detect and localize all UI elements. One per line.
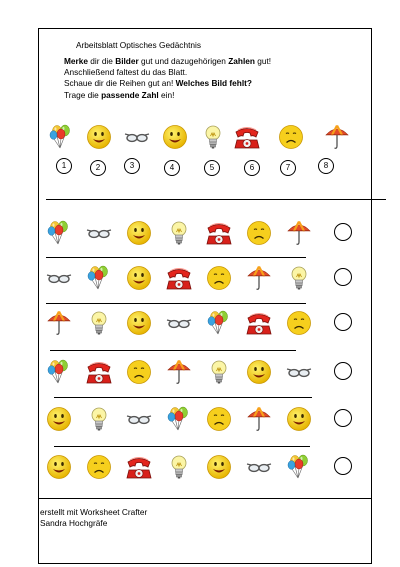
balloons-icon bbox=[48, 124, 74, 150]
umbrella-icon bbox=[246, 265, 272, 291]
smiley-icon bbox=[126, 220, 152, 246]
sad-face-icon bbox=[286, 310, 312, 336]
smiley-icon bbox=[86, 124, 112, 150]
telephone-icon bbox=[166, 265, 192, 291]
reference-row bbox=[48, 120, 368, 180]
row-divider bbox=[46, 257, 306, 258]
instruction-text: ein! bbox=[158, 89, 175, 100]
test-row bbox=[44, 452, 374, 488]
smiley-icon bbox=[162, 124, 188, 150]
instruction-text: Trage die bbox=[64, 89, 102, 100]
umbrella-icon bbox=[324, 124, 350, 150]
glasses-icon bbox=[46, 265, 72, 291]
answer-circle[interactable] bbox=[334, 223, 352, 241]
test-row bbox=[44, 357, 374, 393]
footer-credit: erstellt mit Worksheet Crafter bbox=[40, 507, 148, 517]
instruction-text: gut! bbox=[254, 56, 272, 66]
telephone-icon bbox=[246, 310, 272, 336]
balloons-icon bbox=[46, 359, 72, 385]
number-circle: 8 bbox=[318, 158, 334, 174]
instruction-text: Schaue dir die Reihen gut an! bbox=[64, 78, 176, 89]
lightbulb-icon bbox=[286, 265, 312, 291]
glasses-icon bbox=[126, 406, 152, 432]
glasses-icon bbox=[286, 359, 312, 385]
telephone-icon bbox=[86, 359, 112, 385]
smiley-icon bbox=[46, 454, 72, 480]
instruction-line bbox=[64, 56, 271, 67]
instruction-bold: Welches Bild fehlt? bbox=[175, 78, 252, 89]
sad-face-icon bbox=[246, 220, 272, 246]
instruction-bold: Zahlen bbox=[228, 56, 255, 66]
number-circle: 2 bbox=[90, 160, 106, 176]
footer bbox=[40, 507, 147, 529]
answer-circle[interactable] bbox=[334, 457, 352, 475]
instruction-text: gut und dazugehörigen bbox=[138, 56, 229, 66]
smiley-icon bbox=[126, 310, 152, 336]
sad-face-icon bbox=[206, 406, 232, 432]
balloons-icon bbox=[206, 310, 232, 336]
worksheet-title: Arbeitsblatt Optisches Gedächtnis bbox=[76, 40, 201, 50]
test-row bbox=[44, 404, 374, 440]
instruction-bold: Merke bbox=[64, 56, 88, 66]
instruction-line bbox=[64, 90, 271, 101]
glasses-icon bbox=[246, 454, 272, 480]
lightbulb-icon bbox=[86, 310, 112, 336]
instruction-bold: Bilder bbox=[115, 56, 139, 66]
sad-face-icon bbox=[86, 454, 112, 480]
telephone-icon bbox=[126, 454, 152, 480]
answer-circle[interactable] bbox=[334, 409, 352, 427]
test-row bbox=[44, 308, 374, 344]
answer-circle[interactable] bbox=[334, 268, 352, 286]
lightbulb-icon bbox=[86, 406, 112, 432]
lightbulb-icon bbox=[166, 220, 192, 246]
balloons-icon bbox=[286, 454, 312, 480]
instruction-line bbox=[64, 78, 271, 89]
sad-face-icon bbox=[126, 359, 152, 385]
smiley-icon bbox=[126, 265, 152, 291]
row-divider bbox=[46, 303, 306, 304]
lightbulb-icon bbox=[166, 454, 192, 480]
glasses-icon bbox=[86, 220, 112, 246]
instructions bbox=[64, 56, 271, 101]
instruction-text: Anschließend faltest du das Blatt. bbox=[64, 67, 188, 78]
glasses-icon bbox=[166, 310, 192, 336]
glasses-icon bbox=[124, 124, 150, 150]
instruction-line bbox=[64, 67, 271, 78]
smiley-icon bbox=[286, 406, 312, 432]
balloons-icon bbox=[166, 406, 192, 432]
number-circle: 7 bbox=[280, 160, 296, 176]
smiley-icon bbox=[46, 406, 72, 432]
test-row bbox=[44, 263, 374, 299]
number-circle: 6 bbox=[244, 160, 260, 176]
telephone-icon bbox=[234, 124, 260, 150]
footer-divider bbox=[38, 498, 372, 499]
fold-line bbox=[46, 199, 386, 200]
smiley-icon bbox=[206, 454, 232, 480]
footer-author: Sandra Hochgräfe bbox=[40, 518, 108, 528]
row-divider bbox=[54, 446, 310, 447]
row-divider bbox=[54, 397, 312, 398]
number-circle: 1 bbox=[56, 158, 72, 174]
telephone-icon bbox=[206, 220, 232, 246]
balloons-icon bbox=[46, 220, 72, 246]
smiley-icon bbox=[246, 359, 272, 385]
test-row bbox=[44, 218, 374, 254]
sad-face-icon bbox=[278, 124, 304, 150]
lightbulb-icon bbox=[206, 359, 232, 385]
balloons-icon bbox=[86, 265, 112, 291]
umbrella-icon bbox=[46, 310, 72, 336]
lightbulb-icon bbox=[200, 124, 226, 150]
sad-face-icon bbox=[206, 265, 232, 291]
answer-circle[interactable] bbox=[334, 313, 352, 331]
umbrella-icon bbox=[246, 406, 272, 432]
umbrella-icon bbox=[166, 359, 192, 385]
instruction-bold: passende Zahl bbox=[101, 89, 159, 100]
answer-circle[interactable] bbox=[334, 362, 352, 380]
number-circle: 5 bbox=[204, 160, 220, 176]
number-circle: 3 bbox=[124, 158, 140, 174]
instruction-text: dir die bbox=[87, 56, 116, 66]
row-divider bbox=[50, 350, 296, 351]
umbrella-icon bbox=[286, 220, 312, 246]
number-circle: 4 bbox=[164, 160, 180, 176]
